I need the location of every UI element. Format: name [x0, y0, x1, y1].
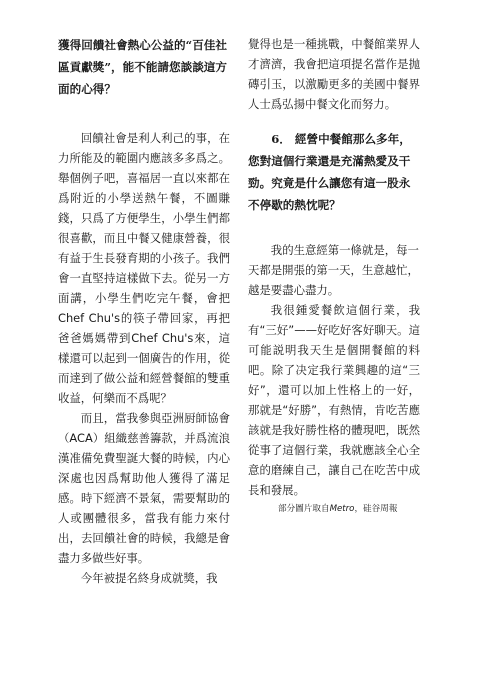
answer-line-3: 越是要盡心盡力。: [248, 283, 340, 297]
spacer: [248, 114, 420, 128]
left-column: [58, 34, 230, 588]
image-credit-caption: [248, 502, 420, 516]
spacer: [248, 216, 420, 240]
spacer: [58, 100, 230, 128]
paragraph-2: 而且，當我參與亞洲厨師協會（ACA）組織慈善籌款，并爲流浪漢准備免費聖誕大餐的時候，内心深處也因爲幫助他人獲得了滿足感。時下經濟不景氣，需要幫助的人或團體很多，當我有能力來付出，去回饋社會的時候，我總是會盡力多做些好事。: [58, 411, 230, 565]
caption-source: Metro: [329, 504, 355, 514]
question-heading: 獲得回饋社會熱心公益的“百佳社區貢獻獎”，能不能請您談談這方面的心得？: [58, 38, 227, 96]
paragraph-1: 回饋社會是利人利己的事，在力所能及的範圍内應該多多爲之。舉個例子吧，喜福居一直以來都在爲附近的小學送熱午餐，不圖賺錢，只爲了方便學生，小學生們都很喜歡，而且中餐又健康營養，很有益于生長發育期的小孩子。我們會一直堅持這樣做下去。從另一方面講，小學生們吃完午餐，會把Chef Chu's的筷子帶回家，再把爸爸媽媽帶到Chef Chu's來，這樣還可以起到一個廣告的作用，從而達到了做公益和經營餐館的雙重收益，何樂而不爲呢？: [58, 131, 230, 405]
paragraph-3: 今年被提名終身成就獎，我: [80, 571, 218, 585]
right-column: [248, 34, 420, 516]
answer-line-2: 天都是開張的第一天，生意越忙，: [248, 263, 419, 277]
answer-line-1: 我的生意經第一條就是，每一: [270, 243, 419, 257]
answer-paragraph: 我很鍾愛餐飲這個行業，我有“三好”——好吃好客好聊天。這可能説明我天生是個開餐館的料吧。除了决定我行業興趣的這“三好”，還可以加上性格上的一好，那就是“好勝”，有熱情，肯吃苦應該就是我好勝性格的體現吧，既然從事了這個行業，我就應該全心全意的磨練自己，讓自己在吃苦中成長和發展。: [248, 303, 420, 497]
paragraph-continuation: 覺得也是一種挑戰，中餐館業界人才濟濟，我會把這項提名當作是抛磚引玉，以激勵更多的美國中餐界人士爲弘揚中餐文化而努力。: [248, 37, 420, 111]
question-6-heading: 6． 經營中餐館那么多年，您對這個行業還是充滿熱愛及干勁。究竟是什么讓您有這一股永不停歇的熱忱呢？: [248, 132, 411, 212]
caption-suffix: ，硅谷周報: [354, 504, 398, 514]
caption-prefix: 部分圖片取自: [278, 504, 330, 514]
